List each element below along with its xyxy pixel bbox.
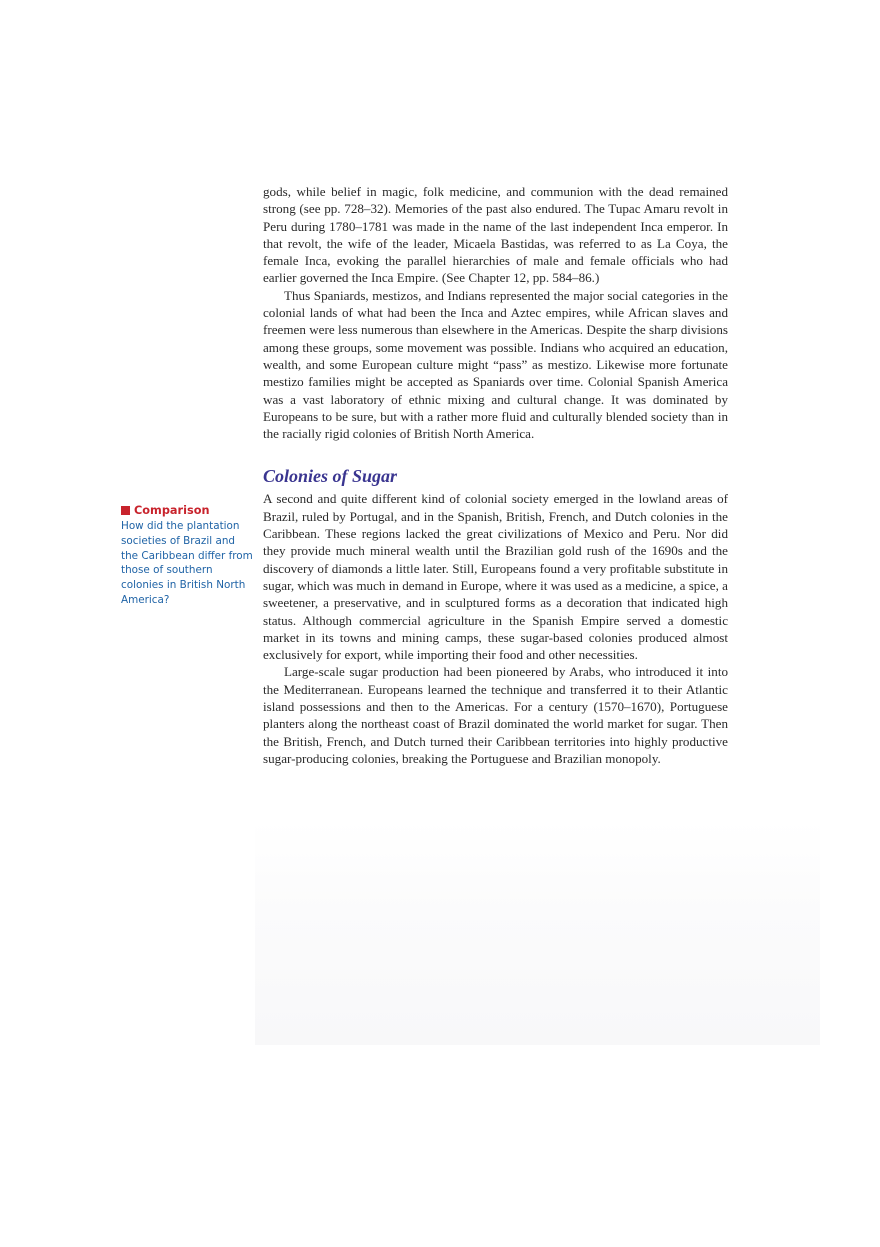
margin-note-question: How did the plantation societies of Brazil and the Caribbean differ from those of southern colonies in British North America? [121,520,253,606]
page-shade [255,820,820,1045]
red-square-icon [121,506,130,515]
margin-note-label: Comparison [134,504,210,517]
paragraph-intro-1: gods, while belief in magic, folk medicine, and communion with the dead remained strong (see pp. 728–32). Memories of the past also endured. The Tupac Amaru revolt in Peru during 1780–1781 was made in the name of the last independent Inca emperor. In that revolt, the wife of the leader, Micaela Bastidas, was referred to as La Coya, the female Inca, evoking the parallel hierarchies of male and female officials who had earlier governed the Inca Empire. (See Chapter 12, pp. 584–86.) [263,184,728,286]
paragraph-section-2: Large-scale sugar production had been pioneered by Arabs, who introduced it into the Mediterranean. Europeans learned the technique and transferred it to their Atlantic island possessions and then to the Americas. For a century (1570–1670), Portuguese planters along the northeast coast of Brazil dominated the world market for sugar. Then the British, French, and Dutch turned their Caribbean territories into highly productive sugar-producing colonies, breaking the Portuguese and Brazilian monopoly. [263,664,728,766]
margin-note-label-row [121,503,253,518]
main-text-column [263,183,728,767]
section-heading: Colonies of Sugar [263,466,398,487]
paragraph-section-1: A second and quite different kind of colonial society emerged in the lowland areas of Brazil, ruled by Portugal, and in the Spanish, British, French, and Dutch colonies in the Caribbean. These regions lacked the great civilizations of Mexico and Peru. Nor did they provide much mineral wealth until the Brazilian gold rush of the 1690s and the discovery of diamonds a little later. Still, Europeans found a very profitable substitute in sugar, which was much in demand in Europe, where it was used as a medicine, a spice, a sweetener, a preservative, and in sculptured forms as a decoration that indicated high status. Although commercial agriculture in the Spanish Empire served a domestic market in its towns and mining camps, these sugar-based colonies produced almost exclusively for export, while importing their food and other necessities. [263,491,728,663]
margin-note [121,503,253,608]
paragraph-intro-2: Thus Spaniards, mestizos, and Indians represented the major social categories in the colonial lands of what had been the Inca and Aztec empires, while African slaves and freemen were less numerous than elsewhere in the Americas. Despite the sharp divisions among these groups, some movement was possible. Indians who acquired an education, wealth, and some European culture might “pass” as mestizo. Likewise more fortunate mestizo families might be accepted as Spaniards over time. Colonial Spanish America was a vast laboratory of ethnic mixing and cultural change. It was dominated by Europeans to be sure, but with a rather more fluid and culturally blended society than in the racially rigid colonies of British North America. [263,287,728,442]
